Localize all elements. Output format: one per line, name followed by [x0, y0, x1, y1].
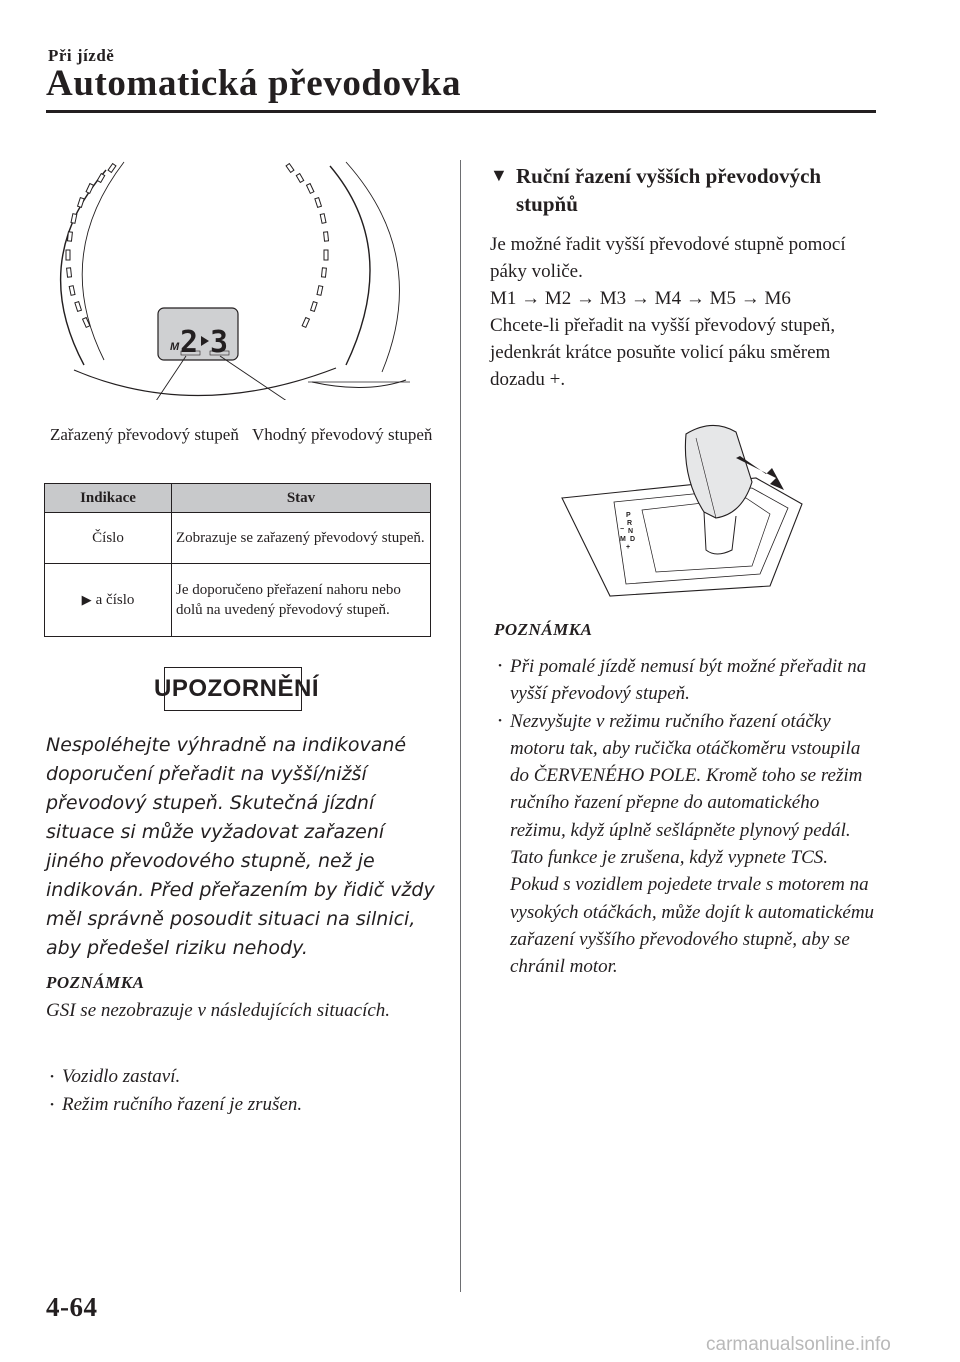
note-bullet-list	[494, 653, 879, 981]
manual-mode-indicator: M	[170, 341, 180, 353]
current-gear-digit: 2	[180, 325, 199, 360]
list-item: • Při pomalé jízdě nemusí být možné přeřadit na vyšší převodový stupeň.	[494, 653, 879, 708]
header-rule	[46, 110, 876, 113]
watermark: carmanualsonline.info	[706, 1334, 891, 1355]
body-paragraph: Chcete-li přeřadit na vyšší převodový stupeň, jedenkrát krátce posuňte volicí páku směrem dozadu +.	[490, 315, 836, 390]
note-heading: POZNÁMKA	[46, 973, 145, 992]
note-bullet-list	[46, 1063, 446, 1119]
subsection-heading: Ruční řazení vyšších převodových stupňů	[516, 164, 822, 216]
warning-label-box	[154, 667, 320, 711]
page-number: 4-64	[46, 1292, 98, 1322]
gate-label-plus: +	[626, 544, 631, 551]
table-cell-status: Je doporučeno přeřazení nahoru nebo dolů na uvedený převodový stupeň.	[172, 564, 431, 637]
gate-label-park: P	[626, 512, 631, 519]
list-item: • Nezvyšujte v režimu ručního řazení otáčky motoru tak, aby ručička otáčkoměru vstoupila do ČERVENÉHO POLE. Kromě toho se režim ručního řazení přepne do automatického režimu, když úplně sešlápněte plynový pedál. Tato funkce je zrušena, když vypnete TCS. Pokud s vozidlem pojedete trvale s motorem na vysokých otáčkách, může dojít k automatickému zařazení vyššího převodového stupně, aby se chránil motor.	[494, 708, 879, 981]
warning-label: UPOZORNĚNÍ	[154, 675, 320, 702]
shift-lever-illustration	[556, 418, 806, 598]
table-cell-indication: Číslo	[45, 513, 172, 564]
warning-text: Nespoléhejte výhradně na indikované doporučení přeřadit na vyšší/nižší převodový stupeň. Skutečná jízdní situace si může vyžadovat zařazení jiného převodového stupně, než je indikován. Před přeřazením by řidič vždy měl správně posoudit situaci na silnici, aby předešel riziku nehody.	[46, 734, 435, 959]
body-paragraph: Je možné řadit vyšší převodové stupně pomocí páky voliče.	[490, 234, 846, 282]
table-row	[45, 564, 431, 637]
gauge-cluster-illustration	[46, 160, 430, 400]
note-heading: POZNÁMKA	[494, 620, 593, 639]
page-title: Automatická převodovka	[46, 63, 462, 104]
table-header-status: Stav	[172, 484, 431, 513]
gate-label-reverse: R	[627, 520, 633, 527]
gate-label-minus: −	[620, 526, 625, 533]
section-marker-icon: ▼	[490, 165, 508, 185]
indicator-table	[44, 483, 431, 637]
gate-label-neutral: N	[628, 528, 634, 535]
callout-current-gear: Zařazený převodový stupeň	[50, 425, 239, 444]
gate-label-drive: D	[630, 536, 636, 543]
table-header-indication: Indikace	[45, 484, 172, 513]
callout-suggested-gear: Vhodný převodový stupeň	[252, 425, 433, 444]
list-item: • Režim ručního řazení je zrušen.	[46, 1091, 446, 1119]
upshift-triangle-icon: ▶	[81, 592, 92, 607]
suggested-gear-digit: 3	[210, 325, 229, 360]
note-intro: GSI se nezobrazuje v následujících situacích.	[46, 1000, 391, 1021]
list-item: • Vozidlo zastaví.	[46, 1063, 446, 1091]
table-row	[45, 513, 431, 564]
table-cell-indication	[45, 564, 172, 637]
gear-sequence: M1 → M2 → M3 → M4 → M5 → M6	[490, 288, 791, 309]
gate-label-manual: M	[620, 536, 626, 543]
table-cell-indication-text: a číslo	[95, 592, 135, 608]
column-divider	[460, 160, 461, 1292]
table-cell-status: Zobrazuje se zařazený převodový stupeň.	[172, 513, 431, 564]
section-label: Při jízdě	[48, 46, 115, 65]
